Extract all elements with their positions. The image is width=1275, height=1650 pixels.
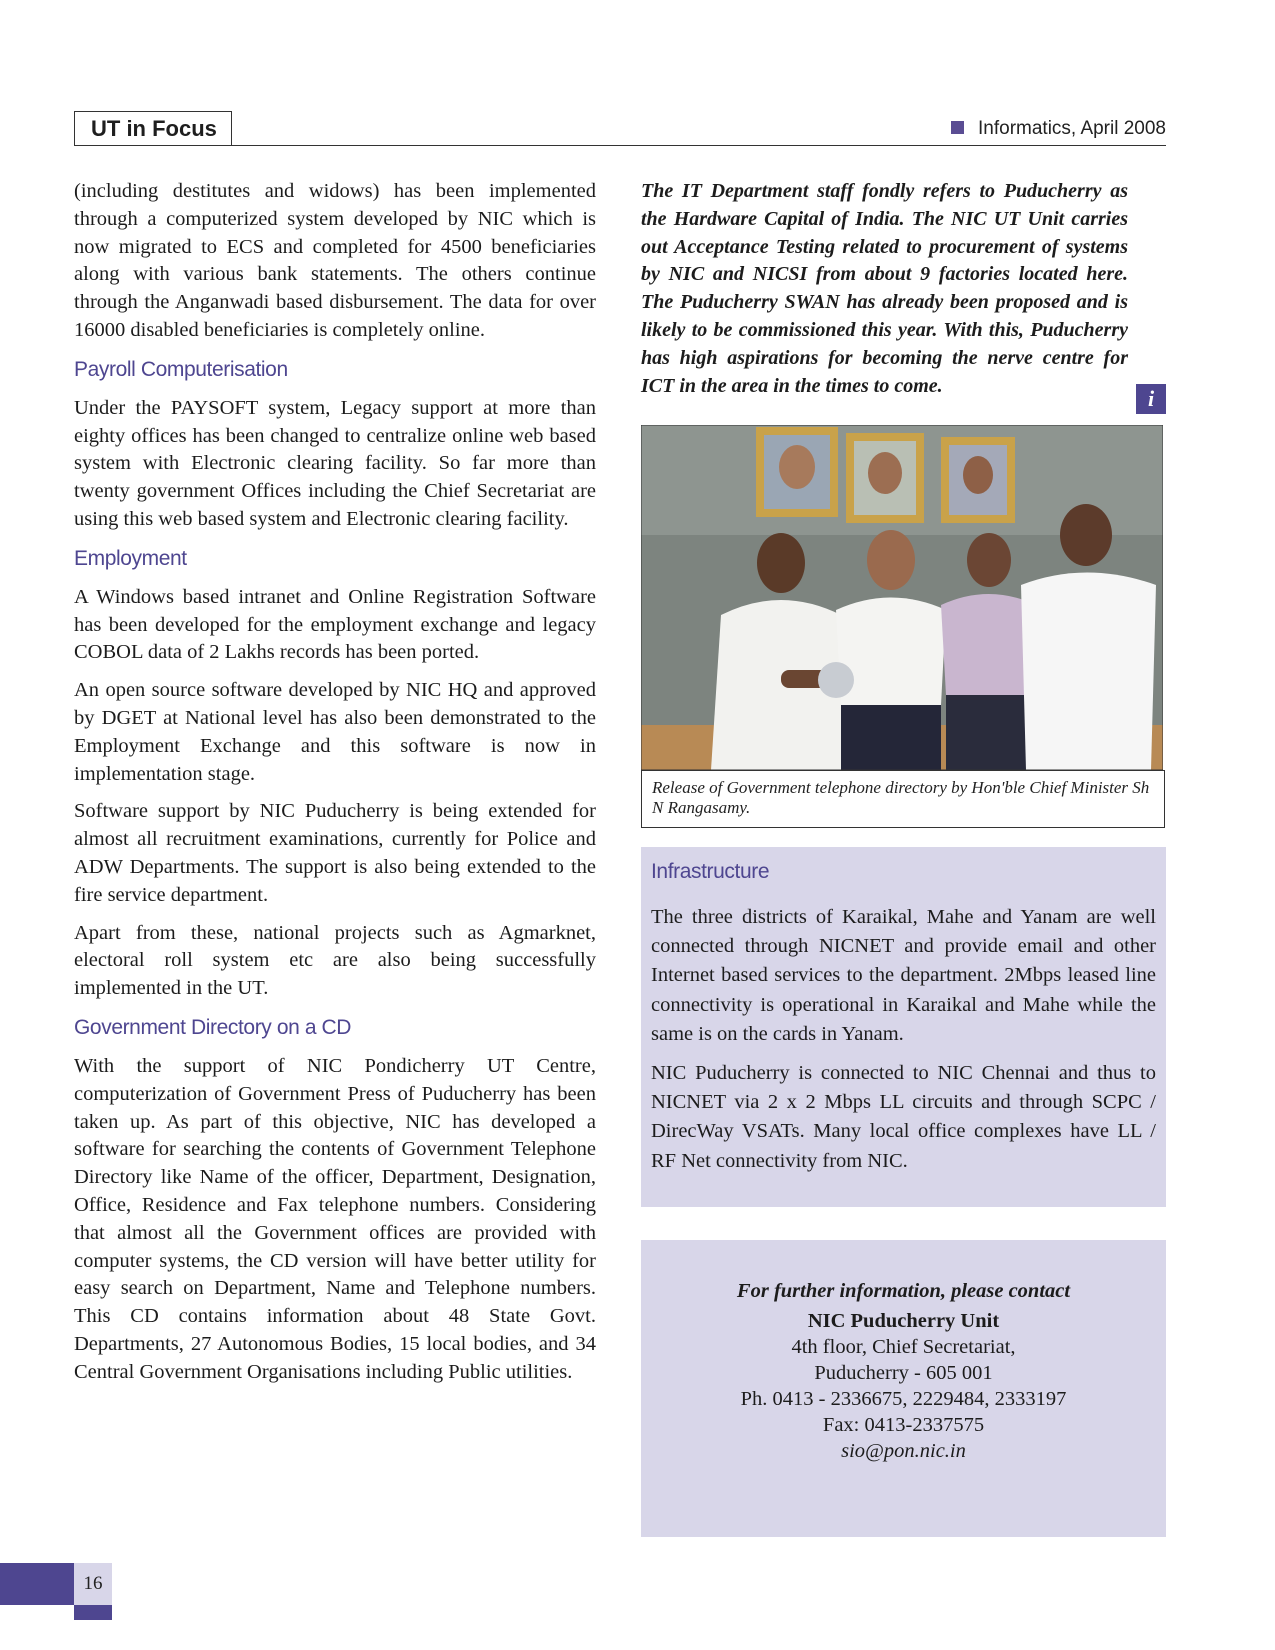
contact-fax: Fax: 0413-2337575 [822, 1414, 985, 1436]
employment-paragraph-2: An open source software developed by NIC HQ and approved by DGET at National level has also been demonstrated to the Employment Exchange and this software is now in implementation stage. [74, 679, 596, 785]
contact-phone: Ph. 0413 - 2336675, 2229484, 2333197 [740, 1388, 1067, 1410]
right-column [641, 178, 1166, 411]
directory-paragraph: With the support of NIC Pondicherry UT Centre, computerization of Government Press of Puducherry has been taken up. As part of this objective, NIC has developed a software for searching the contents of Government Telephone Directory like Name of the officer, Department, Designation, Office, Residence and Fax telephone numbers. Considering that almost all the Government offices are provided with computer systems, the CD version will have better utility for easy search on Department, Name and Telephone numbers. This CD contains information about 48 State Govt. Departments, 27 Autonomous Bodies, 15 local bodies, and 34 Central Government Organisations including Public utilities. [74, 1054, 596, 1383]
contact-panel [641, 1240, 1166, 1537]
photo-caption: Release of Government telephone directory by Hon'ble Chief Minister Sh N Rangasamy. [641, 770, 1165, 828]
directory-heading: Government Directory on a CD [74, 1015, 352, 1039]
contact-address-line-1: 4th floor, Chief Secretariat, [791, 1336, 1016, 1358]
footer-band [0, 1563, 74, 1605]
left-column [74, 178, 596, 1396]
infrastructure-heading: Infrastructure [651, 860, 770, 883]
info-icon: i [1136, 384, 1166, 414]
intro-paragraph: (including destitutes and widows) has been implemented through a computerized system developed by NIC which is now migrated to ECS and completed for 4500 beneficiaries along with various bank statements. The others continue through the Anganwadi based disbursement. The data for over 16000 disabled beneficiaries is completely online. [74, 180, 596, 341]
page-number: 16 [74, 1563, 112, 1605]
contact-organization: NIC Puducherry Unit [807, 1310, 1000, 1332]
contact-address-line-2: Puducherry - 605 001 [814, 1362, 993, 1384]
square-bullet-icon [951, 121, 964, 134]
contact-email: sio@pon.nic.in [841, 1440, 966, 1462]
payroll-heading: Payroll Computerisation [74, 357, 288, 381]
portrait-frame-1 [756, 427, 838, 517]
issue-text: Informatics, April 2008 [978, 118, 1166, 139]
issue-label [951, 118, 1166, 140]
payroll-paragraph: Under the PAYSOFT system, Legacy support at more than eighty offices has been changed to centralize online web based system with Electronic clearing facility. So far more than twenty government Offices including the Chief Secretariat are using this web based system and Electronic clearing facility. [74, 396, 596, 530]
infrastructure-paragraph-1: The three districts of Karaikal, Mahe and Yanam are well connected through NICNET and provide email and other Internet based services to the department. 2Mbps leased line connectivity is operational in Karaikal and Mahe while the same is on the cards in Yanam. [651, 906, 1156, 1045]
pull-quote: The IT Department staff fondly refers to Puducherry as the Hardware Capital of India. The NIC UT Unit carries out Acceptance Testing related to procurement of systems by NIC and NICSI from about 9 factories located here. The Puducherry SWAN has already been proposed and is likely to be commissioned this year. With this, Puducherry has high aspirations for becoming the nerve centre for ICT in the area in the times to come. [641, 180, 1128, 397]
contact-heading: For further information, please contact [736, 1280, 1071, 1302]
portrait-frame-3 [941, 437, 1015, 523]
infrastructure-panel [641, 847, 1166, 1207]
portrait-frame-2 [846, 433, 924, 523]
employment-heading: Employment [74, 546, 187, 570]
employment-paragraph-3: Software support by NIC Puducherry is being extended for almost all recruitment examinations, currently for Police and ADW Departments. The support is also being extended to the fire service department. [74, 800, 596, 906]
ceremony-photo [641, 425, 1163, 770]
employment-paragraph-1: A Windows based intranet and Online Registration Software has been developed for the employment exchange and legacy COBOL data of 2 Lakhs records has been ported. [74, 585, 596, 664]
employment-paragraph-4: Apart from these, national projects such as Agmarknet, electoral roll system etc are also being successfully implemented in the UT. [74, 921, 596, 1000]
section-label: UT in Focus [74, 111, 232, 146]
infrastructure-paragraph-2: NIC Puducherry is connected to NIC Chennai and thus to NICNET via 2 x 2 Mbps LL circuits and through SCPC / DirecWay VSATs. Many local office complexes have LL / RF Net connectivity from NIC. [651, 1062, 1156, 1172]
footer-accent [74, 1605, 112, 1620]
header-rule [74, 145, 1166, 146]
